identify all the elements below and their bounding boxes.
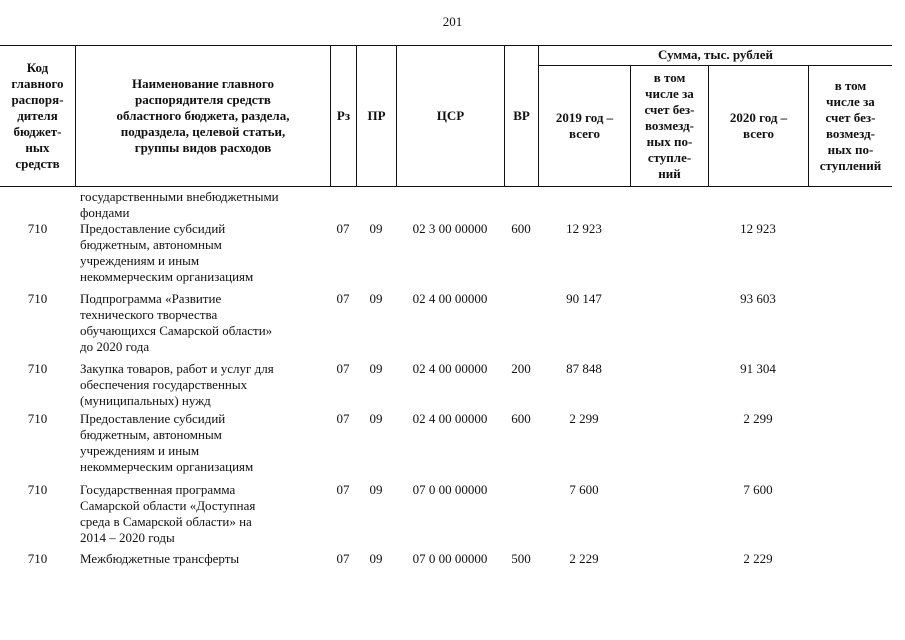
row-csr: 07 0 00 00000 [412,482,488,497]
table-header [0,45,892,187]
row-code: 710 [27,361,48,376]
row-csr: 07 0 00 00000 [412,551,488,566]
header-vr: ВР [513,108,530,123]
row-csr: 02 4 00 00000 [412,411,488,426]
row-pr: 09 [369,482,383,497]
row-name: Предоставление субсидий бюджетным, автономным учреждениям и иным некоммерческим организациям [80,221,254,284]
row-name: Закупка товаров, работ и услуг для обеспечения государственных (муниципальных) нужд [80,361,274,408]
row-pr: 09 [369,221,383,236]
header-2019-total: 2019 год – всего [555,110,614,141]
row-rz: 07 [336,361,350,376]
row-sum-2019: 87 848 [566,361,602,376]
row-vr: 200 [511,361,531,376]
row-code: 710 [27,221,48,236]
row-vr: 600 [511,411,531,426]
row-code: 710 [27,291,48,306]
row-pr: 09 [369,411,383,426]
row-sum-2020: 91 304 [740,361,776,376]
row-name: Межбюджетные трансферты [80,551,240,566]
row-csr: 02 4 00 00000 [412,361,488,376]
page-number: 201 [442,14,463,29]
row-sum-2019: 90 147 [566,291,602,306]
row-code: 710 [27,482,48,497]
row-vr: 600 [511,221,531,236]
row-code: 710 [27,411,48,426]
row-rz: 07 [336,291,350,306]
row-name: Подпрограмма «Развитие технического творчества обучающихся Самарской области» до 2020 года [80,291,273,354]
row-name: государственными внебюджетными фондами [80,189,279,220]
header-2019-gratuitous: в том числе за счет без- возмезд- ных по- ступле- ний [644,70,695,181]
row-rz: 07 [336,482,350,497]
header-rz: Рз [336,108,351,123]
row-csr: 02 3 00 00000 [412,221,488,236]
row-rz: 07 [336,221,350,236]
row-sum-2020: 2 299 [743,411,773,426]
row-sum-2020: 93 603 [740,291,776,306]
header-csr: ЦСР [436,108,465,123]
row-csr: 02 4 00 00000 [412,291,488,306]
row-rz: 07 [336,411,350,426]
row-sum-2019: 2 229 [569,551,599,566]
row-sum-2019: 7 600 [569,482,599,497]
row-rz: 07 [336,551,350,566]
header-pr: ПР [367,108,386,123]
header-code: Код главного распоря- дителя бюджет- ных средств [11,60,64,171]
row-sum-2019: 2 299 [569,411,599,426]
row-vr: 500 [511,551,531,566]
row-sum-2020: 2 229 [743,551,773,566]
row-code: 710 [27,551,48,566]
row-name: Предоставление субсидий бюджетным, автономным учреждениям и иным некоммерческим организациям [80,411,254,474]
row-pr: 09 [369,551,383,566]
row-sum-2019: 12 923 [566,221,602,236]
header-2020-gratuitous: в том числе за счет без- возмезд- ных по- ступлений [819,78,882,173]
header-sum: Сумма, тыс. рублей [658,47,773,62]
row-name: Государственная программа Самарской области «Доступная среда в Самарской области» на 2014 – 2020 годы [80,482,256,545]
row-pr: 09 [369,361,383,376]
row-pr: 09 [369,291,383,306]
header-2020-total: 2020 год – всего [729,110,788,141]
row-sum-2020: 12 923 [740,221,776,236]
row-sum-2020: 7 600 [743,482,773,497]
header-name: Наименование главного распорядителя средств областного бюджета, раздела, подраздела, целевой статьи, группы видов расходов [116,76,290,155]
